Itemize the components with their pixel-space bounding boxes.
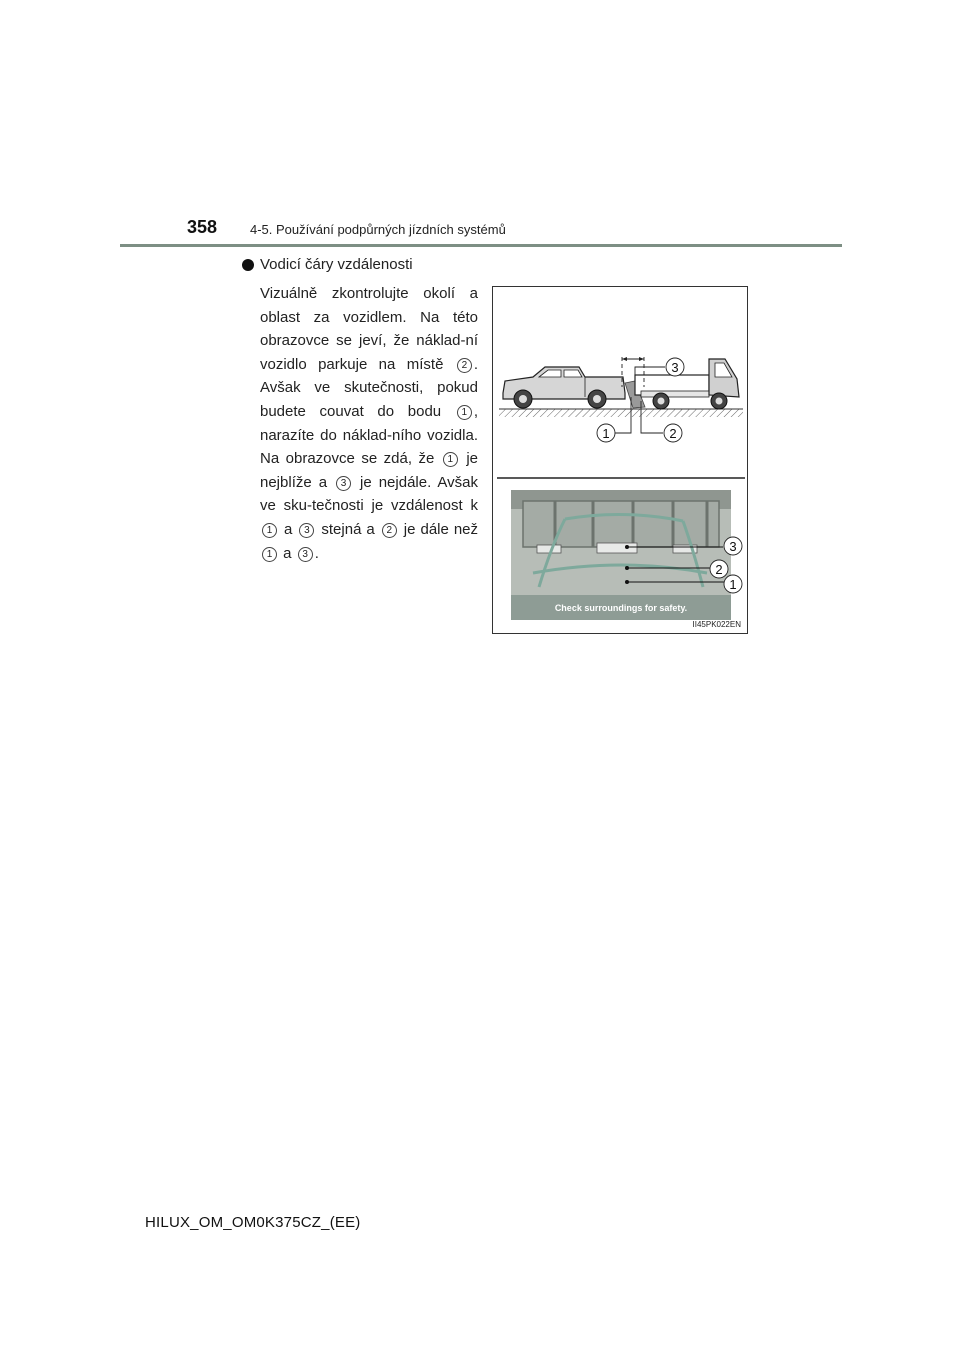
circled-number: 1: [262, 547, 277, 562]
figure-id: II45PK022EN: [692, 620, 741, 629]
illustration-svg: [493, 287, 749, 635]
camera-view: [511, 490, 742, 620]
bullet-heading: [242, 256, 413, 273]
text-run: . Avšak ve skutečnosti, pokud budete couvat do bodu: [260, 355, 479, 420]
text-run: a: [283, 544, 292, 562]
circled-number: 3: [298, 547, 313, 562]
screen-message: Check surroundings for safety.: [554, 603, 688, 613]
pickup-truck-icon: [503, 367, 625, 408]
body-paragraph: [260, 282, 478, 565]
circled-number: 1: [457, 405, 472, 420]
text-run: .: [314, 544, 319, 562]
ground-hatch: [499, 409, 743, 417]
text-run: je nejdále. Avšak ve sku-tečnosti je vzdálenost k: [260, 473, 478, 515]
text-run: je nejblíže a: [260, 450, 478, 491]
text-run: Vizuálně zkontrolujte okolí a oblast za vozidlem. Na této obrazovce se jeví, že náklad-ní vozidlo parkuje na místě: [260, 285, 478, 373]
camera-label-1: 1: [729, 577, 737, 592]
bullet-heading-text: Vodicí čáry vzdálenosti: [260, 256, 413, 273]
camera-label-3: 3: [729, 539, 737, 554]
side-label-2: 2: [669, 426, 677, 441]
camera-label-2: 2: [715, 562, 723, 577]
text-run: je dále než: [403, 520, 479, 538]
dump-truck-icon: [635, 359, 739, 409]
bullet-dot-icon: [242, 259, 254, 271]
side-label-1: 1: [602, 426, 610, 441]
header-rule: [120, 244, 842, 247]
side-view: [499, 357, 743, 442]
circled-number: 3: [299, 523, 314, 538]
side-label-3: 3: [671, 360, 679, 375]
text-run: a: [284, 520, 293, 538]
circled-number: 3: [336, 476, 351, 491]
circled-number: 1: [443, 452, 458, 467]
footer-doc-id: HILUX_OM_OM0K375CZ_(EE): [145, 1214, 361, 1231]
circled-number: 1: [262, 523, 277, 538]
circled-number: 2: [457, 358, 472, 373]
page-number: 358: [187, 217, 218, 237]
text-run: , narazíte do náklad-ního vozidla. Na obrazovce se zdá, že: [260, 402, 478, 468]
section-title: 4-5. Používání podpůrných jízdních systémů: [250, 222, 506, 237]
text-run: stejná a: [321, 520, 375, 538]
illustration-figure: [492, 286, 748, 634]
circled-number: 2: [382, 523, 397, 538]
